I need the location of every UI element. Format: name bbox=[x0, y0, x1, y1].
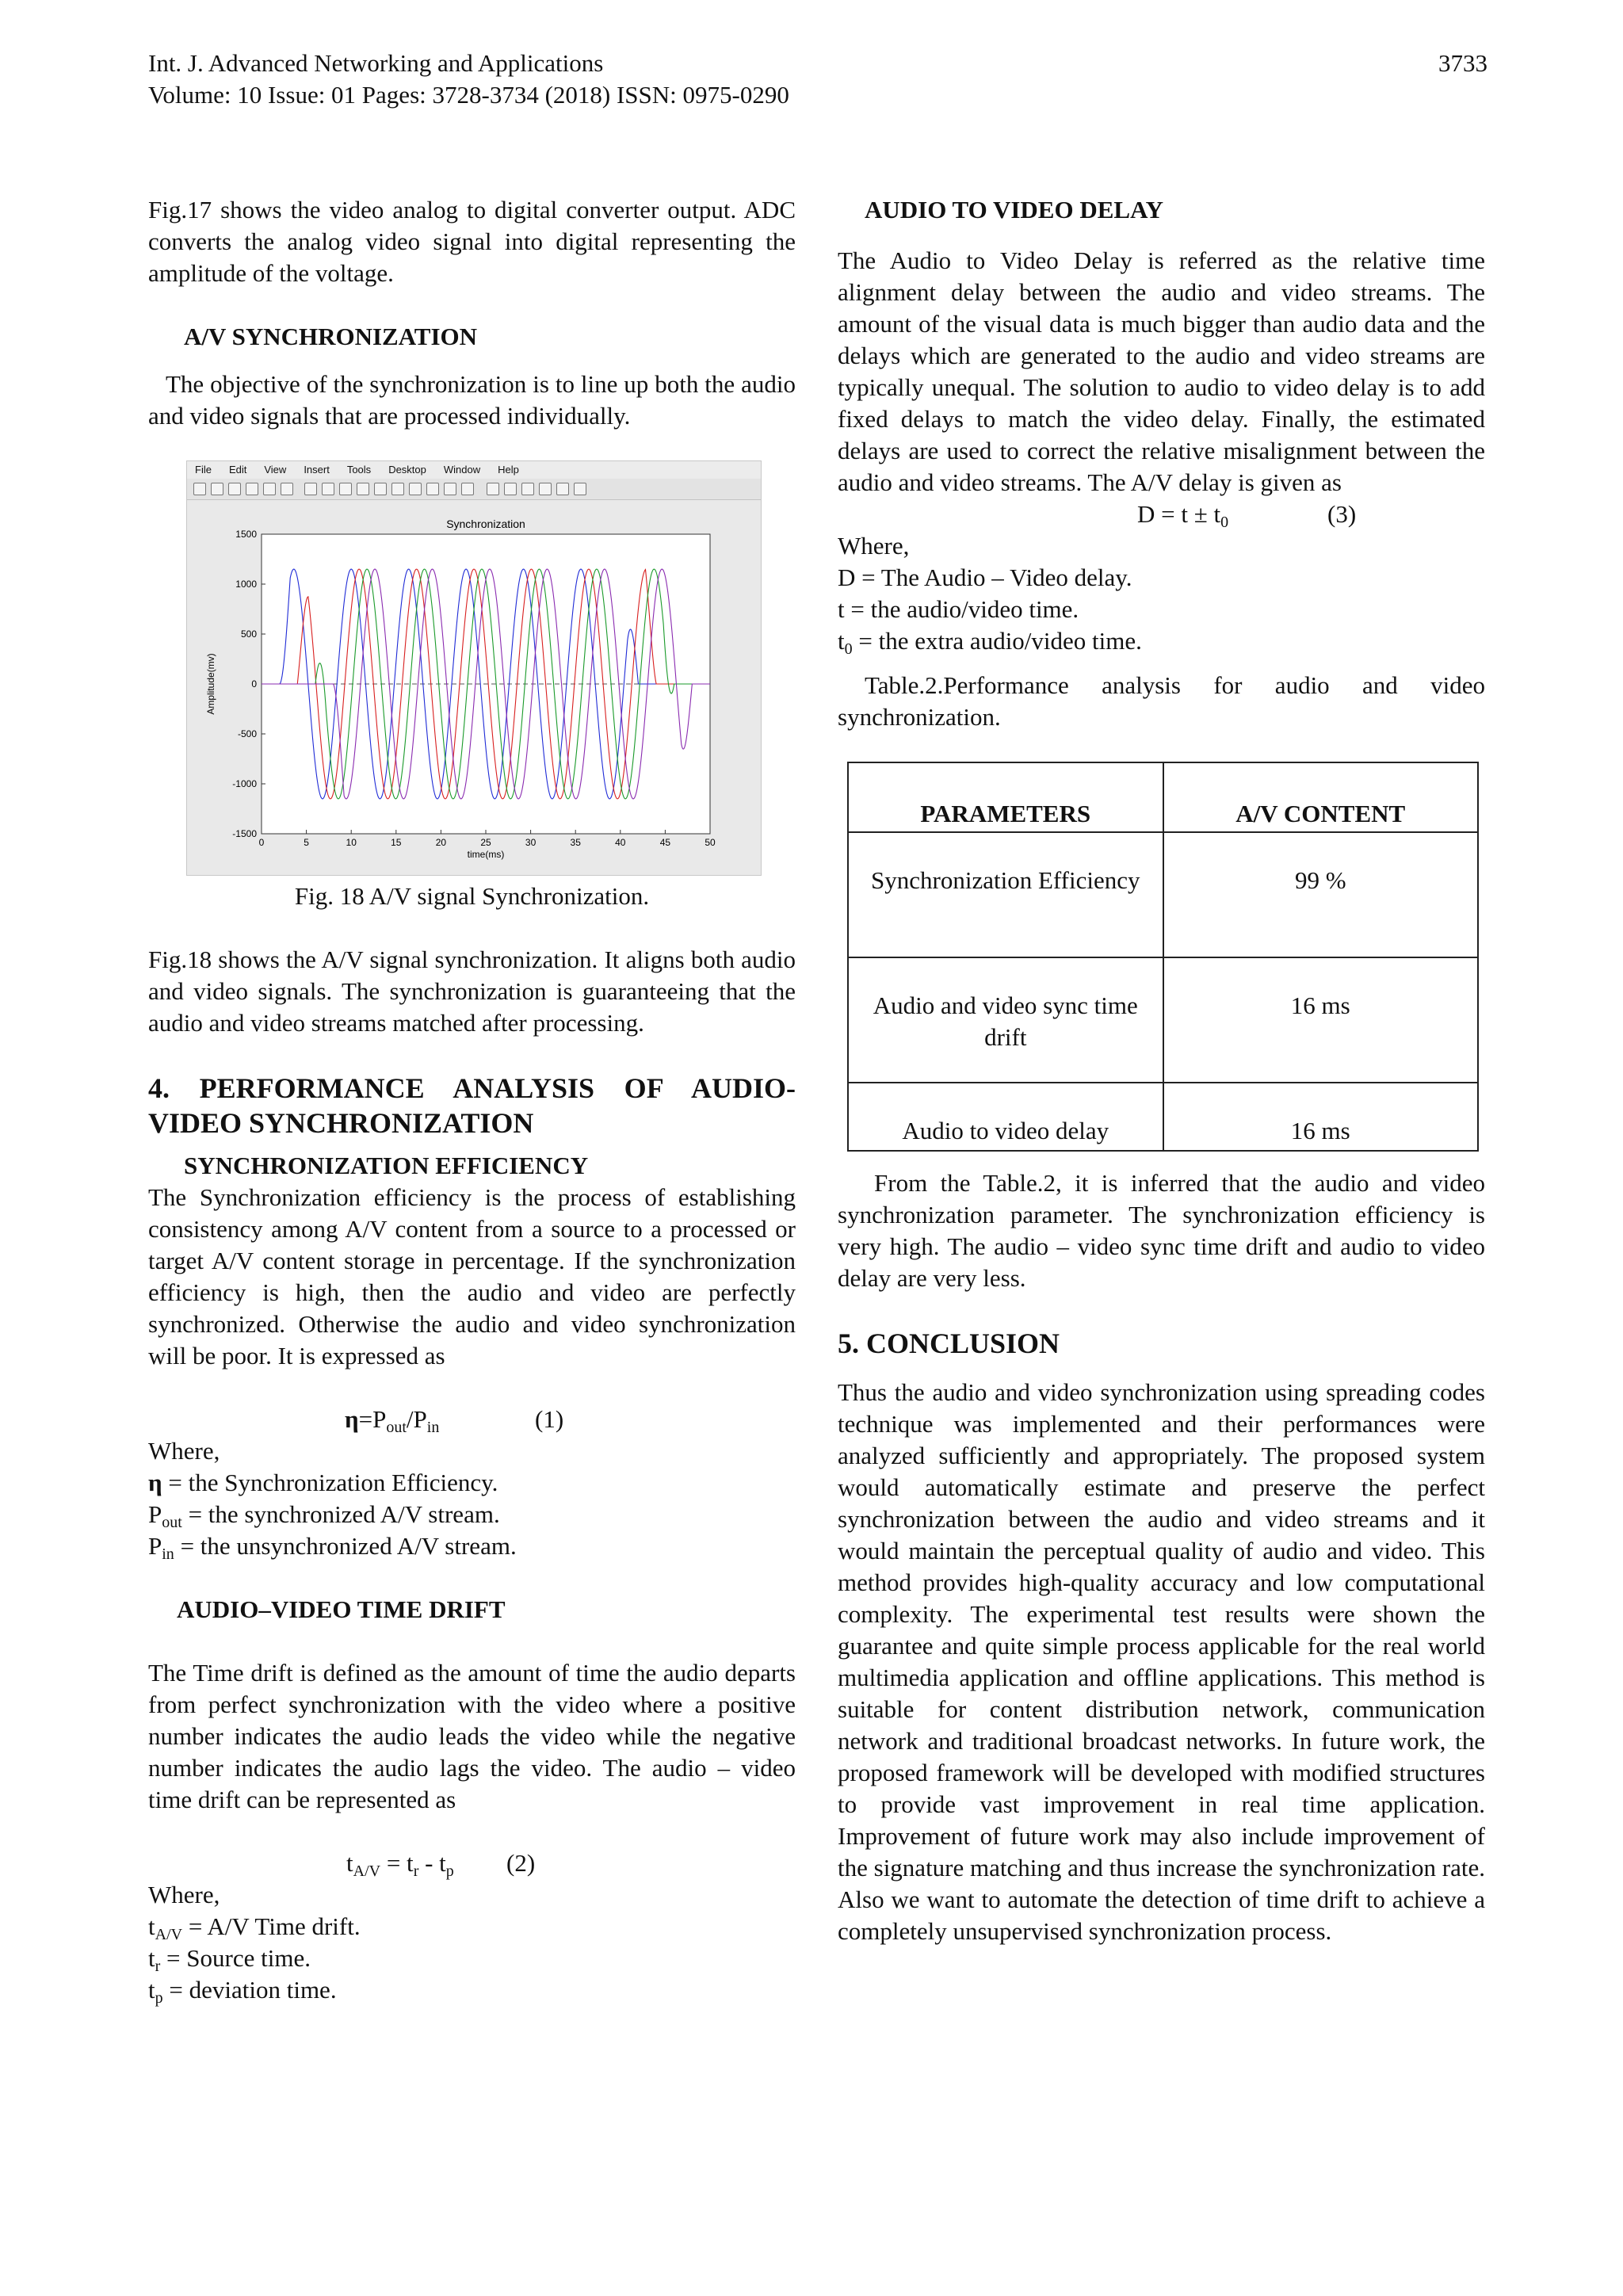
menu-item-file[interactable]: File bbox=[195, 464, 212, 476]
definition-t: t = the audio/video time. bbox=[838, 595, 1079, 623]
x-tick-label: 35 bbox=[570, 837, 581, 848]
table-cell: 99 % bbox=[1163, 832, 1479, 957]
table-row bbox=[848, 957, 1478, 1083]
x-tick-label: 0 bbox=[258, 837, 265, 848]
y-tick-label: -1000 bbox=[232, 778, 257, 789]
figure-18-window bbox=[186, 460, 762, 876]
x-tick-label: 40 bbox=[615, 837, 626, 848]
heading-time-drift: AUDIO–VIDEO TIME DRIFT bbox=[177, 1595, 506, 1623]
menu-item-desktop[interactable]: Desktop bbox=[388, 464, 426, 476]
eq3-number: (3) bbox=[1327, 500, 1357, 528]
where-1: Where, bbox=[148, 1437, 220, 1465]
definition-tav: $t_{A/V} = A/V$ Time drift. bbox=[148, 1912, 361, 1943]
heading-conclusion: 5. CONCLUSION bbox=[838, 1328, 1060, 1359]
table-cell: Audio and video sync time drift bbox=[848, 957, 1163, 1083]
paragraph-audio-video-delay: The Audio to Video Delay is referred as the relative time alignment delay between the audio and video streams. The amount of the visual data is much bigger than audio data and the delays which are generated to the audio and video streams are typically unequal. The solution to audio to video delay is to add fixed delays to match the video delay. Finally, the estimated delays are used to correct the relative misalignment between the audio and video streams. The A/V delay is given as bbox=[838, 246, 1485, 496]
equation-2: $t_{A/V} = t_r - t_p$ (2) bbox=[346, 1849, 536, 1880]
heading-av-synchronization: A/V SYNCHRONIZATION bbox=[184, 323, 478, 350]
heading-audio-video-delay: AUDIO TO VIDEO DELAY bbox=[865, 196, 1163, 223]
definition-eta: η = the Synchronization Efficiency. bbox=[148, 1469, 498, 1496]
paragraph-conclusion: Thus the audio and video synchronization using spreading codes technique was implemented and their performances were analyzed sufficiently and appropriately. The proposed system would automatically estimate and preserve the perfect synchronization between the audio and video streams and it would maintain the perceptual quality of audio and video. This method provides high-quality accuracy and low computational complexity. The experimental test results were shown the guarantee and quite simple process applicable for the real world multimedia application and offline applications. This method is suitable for content distribution network, communication network and traditional broadcast networks. In future work, the proposed framework will be developed with modified structures to provide vast improvement in real time application. Improvement of future work may also include improvement of the signature matching and thus increase the synchronization rate. Also we want to automate the detection of time drift to achieve a completely unsupervised synchronization process. bbox=[838, 1378, 1485, 1945]
paragraph-sync-efficiency: The Synchronization efficiency is the process of establishing consistency among A/V content from a source to a processed or target A/V content storage in percentage. If the synchronization efficiency is high, then the audio and video are perfectly synchronized. Otherwise the audio and video synchronization will be poor. It is expressed as bbox=[148, 1183, 796, 1370]
x-axis-label: time(ms) bbox=[467, 849, 505, 860]
table-row bbox=[848, 832, 1478, 957]
x-tick-label: 45 bbox=[659, 837, 671, 848]
paragraph-av-synchronization: The objective of the synchronization is to line up both the audio and video signals that are processed individually. bbox=[148, 370, 796, 430]
definition-pout: $P_{out}$ = the synchronized A/V stream. bbox=[148, 1500, 500, 1531]
y-tick-label: -500 bbox=[237, 728, 257, 739]
synchronization-chart bbox=[187, 461, 762, 877]
where-2: Where, bbox=[148, 1881, 220, 1908]
eq1-number: (1) bbox=[535, 1405, 564, 1433]
definition-pin: $P_{in}$ = the unsynchronized A/V stream. bbox=[148, 1532, 517, 1563]
y-tick-label: 1000 bbox=[235, 579, 257, 590]
paragraph-time-drift: The Time drift is defined as the amount of time the audio departs from perfect synchronization with the video where a positive number indicates the audio leads the video while the negative number indicates the audio lags the video. The audio – video time drift can be represented as bbox=[148, 1659, 796, 1813]
figure-caption: Fig. 18 A/V signal Synchronization. bbox=[294, 882, 650, 910]
y-tick-label: -1500 bbox=[232, 828, 257, 839]
x-tick-label: 20 bbox=[435, 837, 447, 848]
menu-item-tools[interactable]: Tools bbox=[346, 464, 372, 476]
chart-title: Synchronization bbox=[446, 518, 525, 530]
x-tick-label: 10 bbox=[346, 837, 357, 848]
definition-d: D = The Audio – Video delay. bbox=[838, 563, 1132, 591]
table-cell: Synchronization Efficiency bbox=[848, 832, 1163, 957]
performance-table bbox=[847, 762, 1479, 1152]
y-tick-label: 500 bbox=[240, 628, 257, 640]
x-tick-label: 25 bbox=[480, 837, 491, 848]
heading-sync-efficiency: SYNCHRONIZATION EFFICIENCY bbox=[184, 1152, 589, 1179]
volume-info: Volume: 10 Issue: 01 Pages: 3728-3734 (2018) ISSN: 0975-0290 bbox=[148, 81, 789, 109]
left-column bbox=[148, 194, 796, 2006]
x-tick-label: 50 bbox=[705, 837, 716, 848]
table-cell: 16 ms bbox=[1163, 1083, 1479, 1151]
eq2-number: (2) bbox=[506, 1849, 536, 1877]
y-tick-label: 0 bbox=[251, 678, 257, 690]
equation-3: $D = t \pm t_0$ (3) bbox=[1137, 500, 1357, 531]
x-tick-label: 30 bbox=[525, 837, 537, 848]
journal-name: Int. J. Advanced Networking and Applications bbox=[148, 49, 604, 77]
heading-section-4: 4. PERFORMANCE ANALYSIS OF AUDIO-VIDEO SYNCHRONIZATION bbox=[148, 1072, 796, 1139]
table-caption: Table.2.Performance analysis for audio and video synchronization. bbox=[838, 671, 1485, 731]
table-header-parameters: PARAMETERS bbox=[848, 762, 1163, 832]
y-axis-label: Amplitude(mv) bbox=[205, 653, 216, 715]
table-cell: 16 ms bbox=[1163, 957, 1479, 1083]
table-header-av-content: A/V CONTENT bbox=[1163, 762, 1479, 832]
paragraph-fig17: Fig.17 shows the video analog to digital converter output. ADC converts the analog video signal into digital representing the amplitude of the voltage. bbox=[148, 196, 796, 287]
definition-tr: $t_r$ = Source time. bbox=[148, 1944, 311, 1975]
definition-tp: $t_p$ = deviation time. bbox=[148, 1976, 337, 2007]
menu-item-help[interactable]: Help bbox=[498, 464, 519, 476]
x-tick-label: 15 bbox=[391, 837, 402, 848]
table-header-row bbox=[848, 762, 1478, 832]
paragraph-fig18: Fig.18 shows the A/V signal synchronization. It aligns both audio and video signals. The synchronization is guaranteeing that the audio and video streams matched after processing. bbox=[148, 946, 796, 1037]
definition-t0: $t_0$ = the extra audio/video time. bbox=[838, 627, 1142, 658]
x-tick-label: 5 bbox=[304, 837, 309, 848]
where-3: Where, bbox=[838, 532, 910, 560]
page-number: 3733 bbox=[1438, 49, 1487, 77]
menu-item-view[interactable]: View bbox=[264, 464, 287, 476]
menu-item-edit[interactable]: Edit bbox=[228, 464, 247, 476]
table-cell: Audio to video delay bbox=[848, 1083, 1163, 1151]
eq1-eta: η bbox=[345, 1405, 359, 1433]
paragraph-from-table: From the Table.2, it is inferred that the audio and video synchronization parameter. The synchronization efficiency is very high. The audio – video sync time drift and audio to video delay are very less. bbox=[838, 1169, 1485, 1292]
menu-item-insert[interactable]: Insert bbox=[304, 464, 330, 476]
menu-item-window[interactable]: Window bbox=[443, 464, 481, 476]
right-column bbox=[838, 194, 1485, 1947]
table-row bbox=[848, 1083, 1478, 1151]
y-tick-label: 1500 bbox=[235, 529, 257, 540]
equation-1: $\eta=P_{out}/P_{in}$ (1) bbox=[345, 1405, 564, 1436]
running-header bbox=[148, 48, 1487, 111]
